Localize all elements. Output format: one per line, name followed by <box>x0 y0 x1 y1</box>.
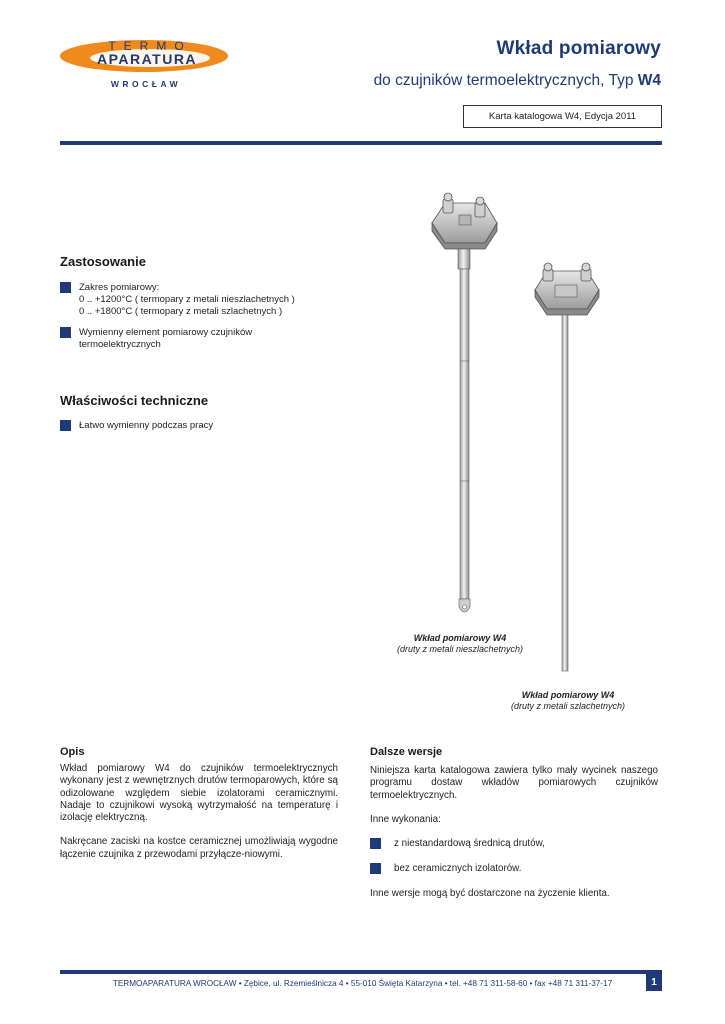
paragraph: Nakręcane zaciski na kostce ceramicznej umożliwiają wygodne łączenie czujnika z przewodami przyłącze-niowymi. <box>60 836 338 860</box>
bullet-text: z niestandardową średnicą drutów, <box>394 838 545 850</box>
bullet-line: Zakres pomiarowy: <box>79 282 160 293</box>
wlasciwosci-heading: Właściwości techniczne <box>60 393 209 408</box>
caption-title: Wkład pomiarowy W4 <box>413 633 507 643</box>
wlasciwosci-list <box>60 420 360 441</box>
bullet-square <box>60 420 71 431</box>
page-subtitle <box>374 72 661 90</box>
logo-city-text: WROCŁAW <box>110 79 182 89</box>
bullet-line: termoelektrycznych <box>79 339 161 350</box>
caption-note: (druty z metali szlachetnych) <box>510 701 626 711</box>
page-number: 1 <box>646 974 662 991</box>
company-logo <box>58 36 234 94</box>
zastosowanie-list <box>60 282 360 360</box>
bullet-line: Łatwo wymienny podczas pracy <box>79 420 214 431</box>
bullet-line: 0 .. +1200°C ( termopary z metali nieszlachetnych ) <box>79 294 295 305</box>
list-item <box>60 327 360 351</box>
list-item <box>60 282 360 318</box>
paragraph: Niniejsza karta katalogowa zawiera tylko mały wycinek naszego programu dostaw wkładów pomiarowych czujników termoelektrycznych. <box>370 765 658 801</box>
product-drawings <box>415 185 645 685</box>
opis-heading: Opis <box>60 746 85 758</box>
opis-text <box>60 763 338 873</box>
footer-contact: TERMOAPARATURA WROCŁAW • Zębice, ul. Rzemieślnicza 4 • 55-010 Święta Katarzyna • tel. +48 71 311-58-60 • fax +48 71 311-37-17 <box>112 979 613 988</box>
closing-text: Inne wersje mogą być dostarczone na życzenie klienta. <box>370 888 610 900</box>
logo-top-text: TERMO <box>108 39 192 53</box>
paragraph: Wkład pomiarowy W4 do czujników termoelektrycznych wykonany jest z wewnętrznych drutów termoparowych, które są odizolowane względem siebie izolatorami ceramicznymi. Nadaje to czujnikowi wysoką wytrzymałość na temperaturę i izolację elektryczną. <box>60 763 338 824</box>
bullet-square <box>60 327 71 338</box>
bullet-line: 0 .. +1800°C ( termopary z metali szlachetnych ) <box>79 306 283 317</box>
insert-noble-metal <box>535 263 599 671</box>
footer-divider <box>60 970 662 974</box>
bullet-line: Wymienny element pomiarowy czujników <box>79 327 253 338</box>
inne-label: Inne wykonania: <box>370 813 441 825</box>
zastosowanie-heading: Zastosowanie <box>60 254 146 269</box>
list-item <box>370 838 658 850</box>
caption-note: (druty z metali nieszlachetnych) <box>396 644 524 654</box>
figure-caption-1 <box>370 633 550 655</box>
catalog-edition-box: Karta katalogowa W4, Edycja 2011 <box>463 105 662 128</box>
caption-title: Wkład pomiarowy W4 <box>521 690 615 700</box>
subtitle-type: W4 <box>637 72 661 89</box>
list-item <box>370 863 658 875</box>
bullet-square <box>370 863 381 874</box>
dalsze-text <box>370 765 658 912</box>
subtitle-text: do czujników termoelektrycznych, Typ <box>373 72 638 89</box>
page-title: Wkład pomiarowy <box>496 38 661 59</box>
bullet-text: bez ceramicznych izolatorów. <box>394 863 522 875</box>
logo-main-text: APARATURA <box>96 51 198 67</box>
dalsze-heading: Dalsze wersje <box>370 746 443 758</box>
bullet-square <box>370 838 381 849</box>
bullet-square <box>60 282 71 293</box>
insert-base-metal <box>432 193 497 612</box>
list-item <box>60 420 360 432</box>
dalsze-list <box>370 838 658 875</box>
header-divider <box>60 141 662 145</box>
figure-caption-2 <box>478 690 658 712</box>
